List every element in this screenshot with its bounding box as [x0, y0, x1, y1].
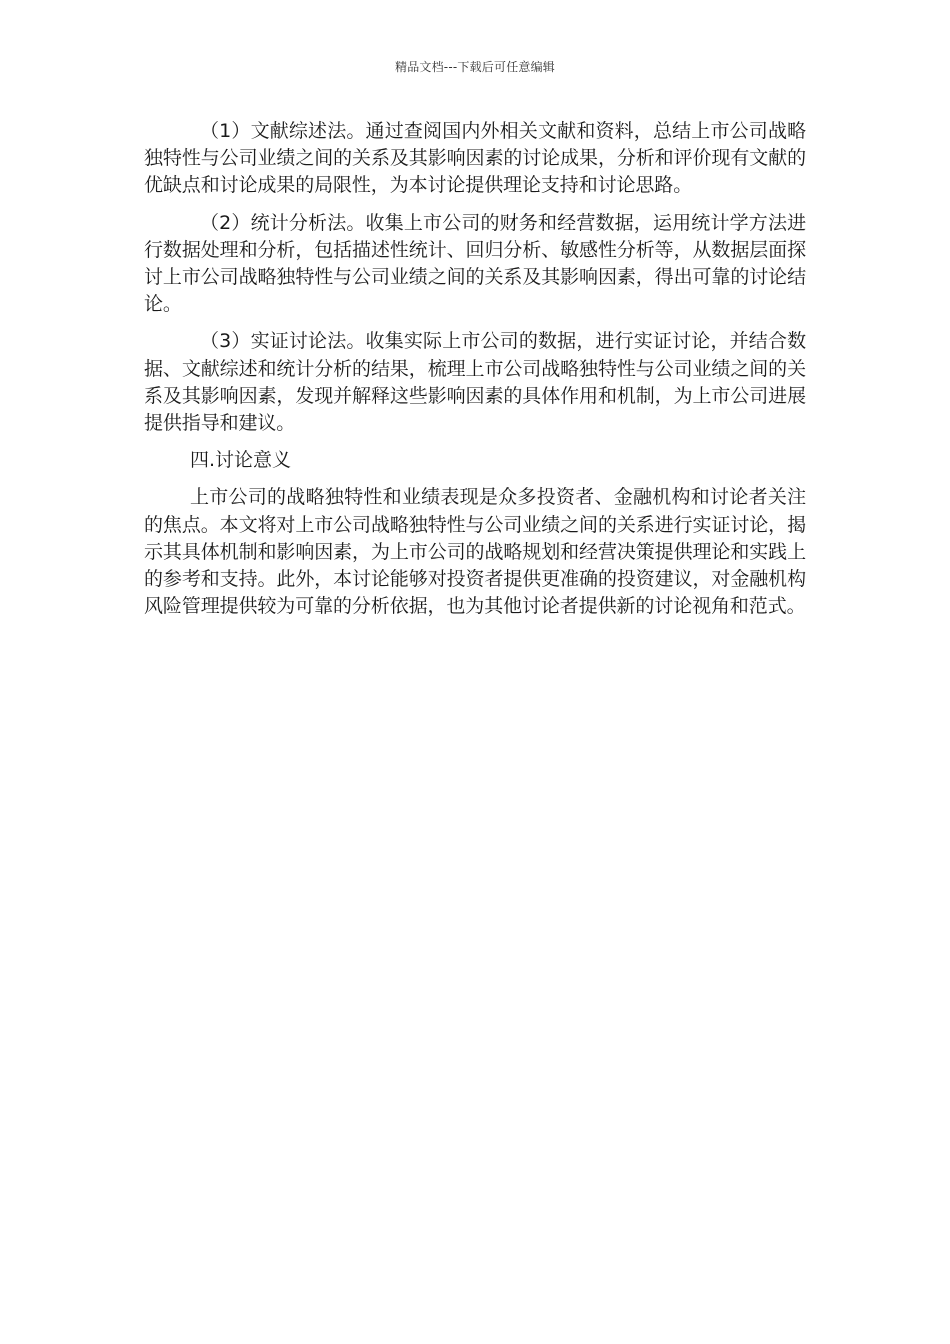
method-empirical-research-paragraph: （3）实证讨论法。收集实际上市公司的数据，进行实证讨论，并结合数据、文献综述和统计分析的结果，梳理上市公司战略独特性与公司业绩之间的关系及其影响因素，发现并解释这些影响因素的具体作用和机制，为上市公司进展提供指导和建议。: [144, 330, 806, 435]
section-heading-significance: 四.讨论意义: [190, 449, 292, 472]
method-statistical-analysis-paragraph: （2）统计分析法。收集上市公司的财务和经营数据，运用统计学方法进行数据处理和分析，包括描述性统计、回归分析、敏感性分析等，从数据层面探讨上市公司战略独特性与公司业绩之间的关系及其影响因素，得出可靠的讨论结论。: [144, 211, 806, 316]
method-literature-review-paragraph: （1）文献综述法。通过查阅国内外相关文献和资料，总结上市公司战略独特性与公司业绩之间的关系及其影响因素的讨论成果，分析和评价现有文献的优缺点和讨论成果的局限性，为本讨论提供理论支持和讨论思路。: [144, 120, 806, 197]
document-body: [144, 118, 806, 630]
page-header: 精品文档---下载后可任意编辑: [395, 60, 555, 74]
significance-paragraph: 上市公司的战略独特性和业绩表现是众多投资者、金融机构和讨论者关注的焦点。本文将对上市公司战略独特性与公司业绩之间的关系进行实证讨论，揭示其具体机制和影响因素，为上市公司的战略规划和经营决策提供理论和实践上的参考和支持。此外，本讨论能够对投资者提供更准确的投资建议，对金融机构风险管理提供较为可靠的分析依据，也为其他讨论者提供新的讨论视角和范式。: [144, 486, 806, 618]
